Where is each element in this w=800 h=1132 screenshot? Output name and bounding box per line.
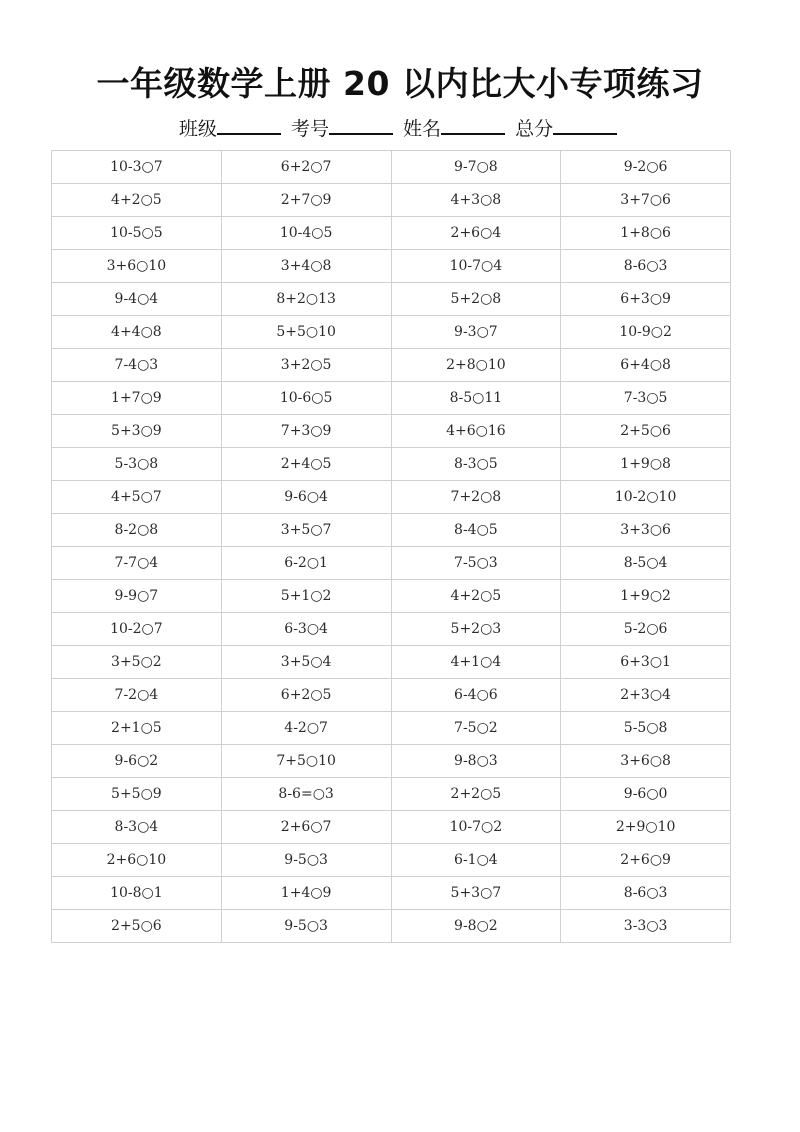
table-row	[52, 448, 731, 481]
table-row	[52, 811, 731, 844]
comparison-problem[interactable]: 9-2○6	[561, 151, 731, 184]
comparison-problem[interactable]: 4+6○16	[391, 415, 561, 448]
comparison-problem[interactable]: 6-1○4	[391, 844, 561, 877]
comparison-problem[interactable]: 3+7○6	[561, 184, 731, 217]
table-row	[52, 712, 731, 745]
comparison-problem[interactable]: 9-6○2	[52, 745, 222, 778]
comparison-problem[interactable]: 9-8○3	[391, 745, 561, 778]
name-field	[403, 112, 509, 146]
comparison-problem[interactable]: 9-5○3	[221, 844, 391, 877]
comparison-problem[interactable]: 5+3○9	[52, 415, 222, 448]
comparison-problem[interactable]: 5-5○8	[561, 712, 731, 745]
comparison-problem[interactable]: 2+6○4	[391, 217, 561, 250]
comparison-problem[interactable]: 3+5○7	[221, 514, 391, 547]
table-row	[52, 745, 731, 778]
score-label: 总分	[515, 118, 554, 140]
comparison-problem[interactable]: 7-5○3	[391, 547, 561, 580]
class-field	[179, 112, 285, 146]
comparison-problem[interactable]: 10-2○10	[561, 481, 731, 514]
table-row	[52, 151, 731, 184]
comparison-problem[interactable]: 2+8○10	[391, 349, 561, 382]
table-row	[52, 679, 731, 712]
table-row	[52, 349, 731, 382]
comparison-problem[interactable]: 10-8○1	[52, 877, 222, 910]
comparison-problem[interactable]: 3+6○8	[561, 745, 731, 778]
comparison-problem[interactable]: 3+6○10	[52, 250, 222, 283]
table-row	[52, 481, 731, 514]
comparison-problem[interactable]: 5+1○2	[221, 580, 391, 613]
class-label: 班级	[178, 118, 217, 140]
comparison-problem[interactable]: 9-4○4	[52, 283, 222, 316]
comparison-problem[interactable]: 6+2○7	[221, 151, 391, 184]
comparison-problem[interactable]: 10-5○5	[52, 217, 222, 250]
comparison-problem[interactable]: 6-3○4	[221, 613, 391, 646]
table-row	[52, 316, 731, 349]
comparison-problem[interactable]: 5+3○7	[391, 877, 561, 910]
comparison-problem[interactable]: 4+2○5	[52, 184, 222, 217]
comparison-problem[interactable]: 4-2○7	[221, 712, 391, 745]
comparison-problem[interactable]: 6-2○1	[221, 547, 391, 580]
comparison-problem[interactable]: 2+2○5	[391, 778, 561, 811]
comparison-problem[interactable]: 3-3○3	[561, 910, 731, 943]
comparison-problem[interactable]: 6+3○1	[561, 646, 731, 679]
table-row	[52, 382, 731, 415]
comparison-problem[interactable]: 10-6○5	[221, 382, 391, 415]
comparison-problem[interactable]: 8+2○13	[221, 283, 391, 316]
table-row	[52, 778, 731, 811]
comparison-problem[interactable]: 2+5○6	[561, 415, 731, 448]
table-row	[52, 877, 731, 910]
comparison-problem[interactable]: 10-4○5	[221, 217, 391, 250]
comparison-problem[interactable]: 2+3○4	[561, 679, 731, 712]
comparison-problem[interactable]: 8-5○4	[561, 547, 731, 580]
comparison-problem[interactable]: 8-6=○3	[221, 778, 391, 811]
comparison-problem[interactable]: 7-5○2	[391, 712, 561, 745]
comparison-problem[interactable]: 4+5○7	[52, 481, 222, 514]
comparison-problem[interactable]: 8-6○3	[561, 877, 731, 910]
comparison-problem[interactable]: 7-3○5	[561, 382, 731, 415]
comparison-problem[interactable]: 6+2○5	[221, 679, 391, 712]
problem-table-body	[52, 151, 731, 943]
comparison-problem[interactable]: 10-2○7	[52, 613, 222, 646]
comparison-problem[interactable]: 8-2○8	[52, 514, 222, 547]
table-row	[52, 217, 731, 250]
comparison-problem[interactable]: 8-3○4	[52, 811, 222, 844]
comparison-problem[interactable]: 2+9○10	[561, 811, 731, 844]
table-row	[52, 580, 731, 613]
table-row	[52, 514, 731, 547]
table-row	[52, 283, 731, 316]
comparison-problem[interactable]: 9-5○3	[221, 910, 391, 943]
score-blank[interactable]	[553, 114, 617, 135]
exam-number-label: 考号	[290, 118, 329, 140]
comparison-problem[interactable]: 5+5○9	[52, 778, 222, 811]
comparison-problem[interactable]: 3+5○2	[52, 646, 222, 679]
comparison-problem[interactable]: 5+5○10	[221, 316, 391, 349]
comparison-problem[interactable]: 2+4○5	[221, 448, 391, 481]
comparison-problem[interactable]: 3+4○8	[221, 250, 391, 283]
table-row	[52, 250, 731, 283]
comparison-problem[interactable]: 7-7○4	[52, 547, 222, 580]
table-row	[52, 646, 731, 679]
comparison-problem[interactable]: 6+4○8	[561, 349, 731, 382]
comparison-problem[interactable]: 1+8○6	[561, 217, 731, 250]
student-info-line	[0, 112, 800, 146]
comparison-problem[interactable]: 6+3○9	[561, 283, 731, 316]
comparison-problem[interactable]: 2+5○6	[52, 910, 222, 943]
table-row	[52, 415, 731, 448]
comparison-problem[interactable]: 1+7○9	[52, 382, 222, 415]
comparison-problem[interactable]: 4+3○8	[391, 184, 561, 217]
comparison-problem[interactable]: 6-4○6	[391, 679, 561, 712]
comparison-problem[interactable]: 10-3○7	[52, 151, 222, 184]
name-label: 姓名	[403, 118, 442, 140]
exam-number-blank[interactable]	[329, 114, 393, 135]
comparison-problem[interactable]: 5+2○8	[391, 283, 561, 316]
comparison-problem[interactable]: 9-8○2	[391, 910, 561, 943]
comparison-problem[interactable]: 8-5○11	[391, 382, 561, 415]
comparison-problem[interactable]: 1+4○9	[221, 877, 391, 910]
table-row	[52, 910, 731, 943]
comparison-problem[interactable]: 8-3○5	[391, 448, 561, 481]
class-blank[interactable]	[217, 114, 281, 135]
comparison-problem[interactable]: 8-4○5	[391, 514, 561, 547]
comparison-problem[interactable]: 10-7○4	[391, 250, 561, 283]
comparison-problem[interactable]: 9-3○7	[391, 316, 561, 349]
score-field	[515, 112, 621, 146]
comparison-problem[interactable]: 2+7○9	[221, 184, 391, 217]
comparison-problem[interactable]: 9-7○8	[391, 151, 561, 184]
comparison-problem[interactable]: 1+9○2	[561, 580, 731, 613]
table-row	[52, 844, 731, 877]
problem-table	[51, 150, 731, 943]
comparison-problem[interactable]: 2+1○5	[52, 712, 222, 745]
comparison-problem[interactable]: 3+3○6	[561, 514, 731, 547]
comparison-problem[interactable]: 7+5○10	[221, 745, 391, 778]
comparison-problem[interactable]: 7+3○9	[221, 415, 391, 448]
comparison-problem[interactable]: 5-2○6	[561, 613, 731, 646]
worksheet-title: 一年级数学上册 20 以内比大小专项练习	[96, 64, 704, 103]
comparison-problem[interactable]: 9-6○4	[221, 481, 391, 514]
comparison-problem[interactable]: 7-2○4	[52, 679, 222, 712]
comparison-problem[interactable]: 5+2○3	[391, 613, 561, 646]
comparison-problem[interactable]: 3+2○5	[221, 349, 391, 382]
exam-number-field	[291, 112, 397, 146]
comparison-problem[interactable]: 3+5○4	[221, 646, 391, 679]
table-row	[52, 184, 731, 217]
comparison-problem[interactable]: 4+4○8	[52, 316, 222, 349]
comparison-problem[interactable]: 2+6○10	[52, 844, 222, 877]
comparison-problem[interactable]: 8-6○3	[561, 250, 731, 283]
comparison-problem[interactable]: 2+6○7	[221, 811, 391, 844]
comparison-problem[interactable]: 10-9○2	[561, 316, 731, 349]
comparison-problem[interactable]: 9-9○7	[52, 580, 222, 613]
comparison-problem[interactable]: 4+1○4	[391, 646, 561, 679]
comparison-problem[interactable]: 9-6○0	[561, 778, 731, 811]
name-blank[interactable]	[441, 114, 505, 135]
comparison-problem[interactable]: 7-4○3	[52, 349, 222, 382]
table-row	[52, 547, 731, 580]
comparison-problem[interactable]: 5-3○8	[52, 448, 222, 481]
comparison-problem[interactable]: 1+9○8	[561, 448, 731, 481]
table-row	[52, 613, 731, 646]
comparison-problem[interactable]: 7+2○8	[391, 481, 561, 514]
comparison-problem[interactable]: 10-7○2	[391, 811, 561, 844]
comparison-problem[interactable]: 4+2○5	[391, 580, 561, 613]
comparison-problem[interactable]: 2+6○9	[561, 844, 731, 877]
